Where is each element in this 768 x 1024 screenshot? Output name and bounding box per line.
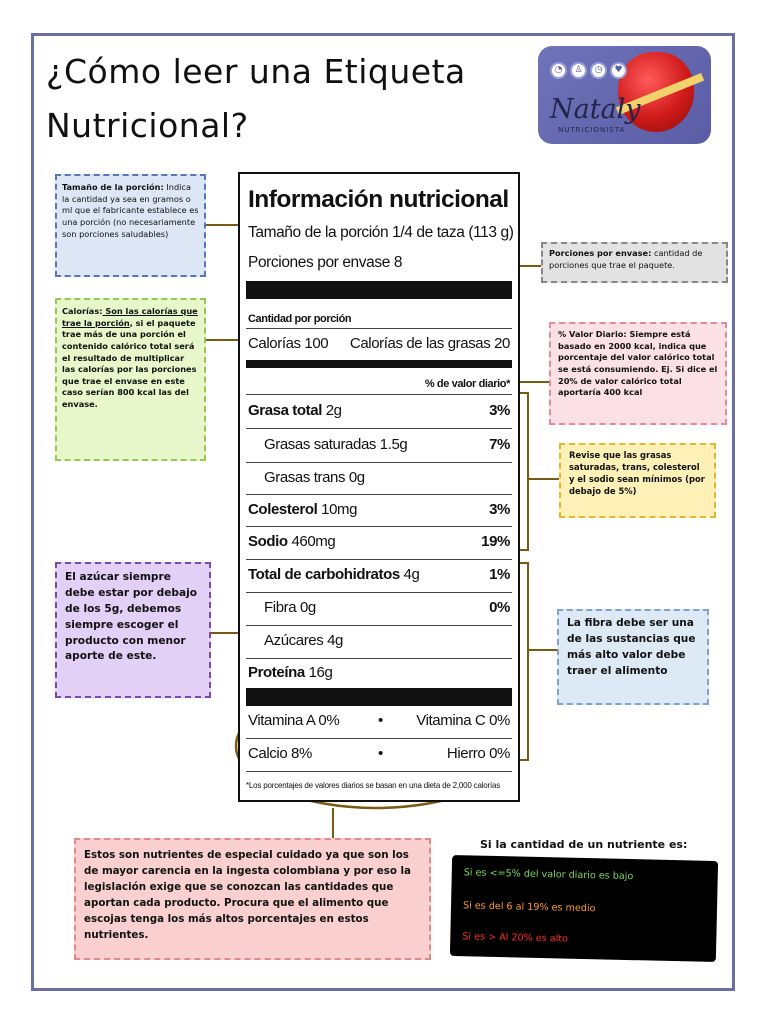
logo-subtitle: NUTRICIONISTA bbox=[558, 126, 626, 134]
note-daily-value: % Valor Diario: Siempre está basado en 2000 kcal, indica que porcentaje del valor calórico total se está consumiendo. Ej. Si dice el 20% de valor calórico total aportaría 400 kcal bbox=[549, 322, 727, 425]
note-servings-per-container: Porciones por envase: cantidad de porciones que trae el paquete. bbox=[541, 242, 728, 283]
person-icon: ♙ bbox=[570, 62, 587, 79]
label-servings-per-container: Porciones por envase 8 bbox=[248, 254, 403, 271]
label-row-sugars: Azúcares 4g bbox=[264, 632, 343, 649]
daily-value-legend bbox=[450, 855, 718, 962]
label-vitamin-a: Vitamina A 0% bbox=[248, 712, 340, 729]
divider bbox=[246, 394, 512, 395]
note-calories: Calorías: Son las calorías que trae la porción, si el paquete trae más de una porción el contenido calórico total será el resultado de multiplicar las calorías por las porciones que trae el envase en este caso serían 800 kcal las del envase. bbox=[55, 298, 206, 461]
nataly-logo bbox=[538, 46, 711, 144]
divider bbox=[246, 658, 512, 659]
divider bbox=[246, 328, 512, 329]
page-title-line-1: ¿Cómo leer una Etiqueta bbox=[46, 52, 466, 91]
label-row-sodium: Sodio 460mg 19% bbox=[248, 533, 510, 550]
note-key-nutrients: Estos son nutrientes de especial cuidado ya que son los de mayor carencia en la ingesta colombiana y por eso la legislación exige que se conozcan las cantidades que aportan cada producto. Procura que el alimento que escojas tenga los más altos porcentajes en estos nutrientes. bbox=[74, 838, 431, 960]
clock-icon: ◷ bbox=[590, 62, 607, 79]
label-calories-from-fat: Calorías de las grasas 20 bbox=[349, 335, 510, 352]
label-calories-row bbox=[248, 335, 510, 363]
label-row-minerals: Calcio 8% • Hierro 0% bbox=[248, 745, 510, 762]
label-row-fiber: Fibra 0g 0% bbox=[264, 599, 510, 616]
thick-divider bbox=[246, 281, 512, 299]
divider bbox=[246, 428, 512, 429]
divider bbox=[246, 592, 512, 593]
label-row-vitamins: Vitamina A 0% • Vitamina C 0% bbox=[248, 712, 510, 729]
label-row-saturated-fat: Grasas saturadas 1.5g 7% bbox=[264, 436, 510, 453]
label-row-cholesterol: Colesterol 10mg 3% bbox=[248, 501, 510, 518]
divider bbox=[246, 771, 512, 772]
label-iron: Hierro 0% bbox=[446, 745, 510, 762]
label-row-total-fat: Grasa total 2g 3% bbox=[248, 402, 510, 419]
legend-high: Si es > Al 20% es alto bbox=[462, 931, 569, 945]
label-footnote: *Los porcentajes de valores diarios se basan en una dieta de 2,000 calorías bbox=[246, 781, 501, 790]
divider bbox=[246, 462, 512, 463]
label-row-total-carbs: Total de carbohidratos 4g 1% bbox=[248, 566, 510, 583]
label-calories: Calorías 100 bbox=[248, 335, 329, 352]
legend-medium: Si es del 6 al 19% es medio bbox=[462, 900, 596, 915]
heart-icon: ♥ bbox=[610, 62, 627, 79]
page-title-line-2: Nutricional? bbox=[46, 106, 249, 145]
divider bbox=[246, 494, 512, 495]
divider bbox=[246, 526, 512, 527]
label-heading: Información nutricional bbox=[248, 186, 509, 213]
logo-name: Nataly bbox=[550, 94, 641, 125]
medium-divider bbox=[246, 360, 512, 368]
divider bbox=[246, 559, 512, 560]
legend-low: Si es <=5% del valor diario es bajo bbox=[463, 867, 634, 883]
divider bbox=[246, 625, 512, 626]
label-calcium: Calcio 8% bbox=[248, 745, 312, 762]
label-row-trans-fat: Grasas trans 0g bbox=[264, 469, 365, 486]
note-serving-size: Tamaño de la porción: Indica la cantidad ya sea en gramos o ml que el fabricante establece es una porción (no necesariamente son porciones saludables) bbox=[55, 174, 206, 277]
label-vitamin-c: Vitamina C 0% bbox=[416, 712, 510, 729]
nutrition-facts-label bbox=[238, 172, 520, 802]
scale-icon: ◔ bbox=[550, 62, 567, 79]
label-row-protein: Proteína 16g bbox=[248, 664, 333, 681]
label-daily-value-header: % de valor diario* bbox=[424, 378, 510, 390]
note-sugar: El azúcar siempre debe estar por debajo de los 5g, debemos siempre escoger el producto con menor aporte de este. bbox=[55, 562, 211, 698]
legend-title: Si la cantidad de un nutriente es: bbox=[480, 838, 688, 851]
thick-divider bbox=[246, 688, 512, 706]
divider bbox=[246, 738, 512, 739]
label-amount-per-serving: Cantidad por porción bbox=[248, 313, 352, 325]
note-fiber: La fibra debe ser una de las sustancias que más alto valor debe traer el alimento bbox=[557, 609, 709, 705]
note-review-fats-sodium: Revise que las grasas saturadas, trans, colesterol y el sodio sean mínimos (por debajo de 5%) bbox=[559, 443, 716, 518]
label-serving-size: Tamaño de la porción 1/4 de taza (113 g) bbox=[248, 224, 514, 241]
